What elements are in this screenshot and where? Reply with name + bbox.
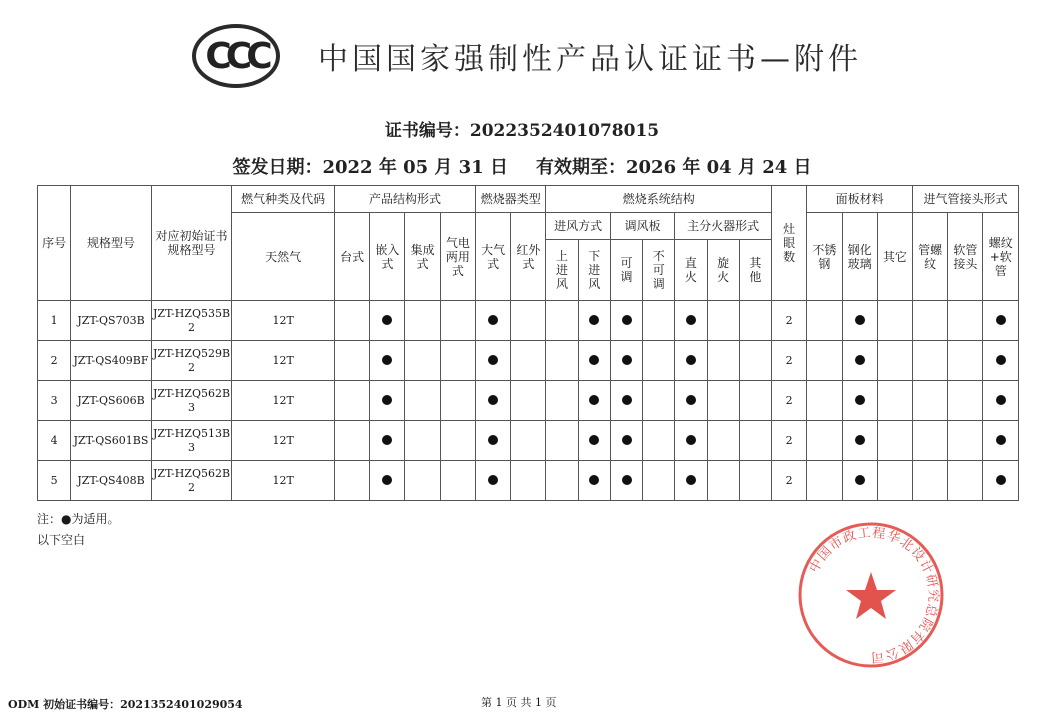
- applicable-dot: [488, 315, 498, 325]
- empty-cell: [643, 381, 675, 421]
- page-title: 中国国家强制性产品认证证书—附件: [318, 42, 862, 77]
- empty-cell: [739, 461, 771, 501]
- empty-cell: [335, 421, 370, 461]
- header-panel: 面板材料: [807, 186, 913, 213]
- empty-cell: [440, 301, 475, 341]
- applicable-dot: [382, 315, 392, 325]
- applicable-dot: [589, 395, 599, 405]
- dot-cell: [983, 341, 1019, 381]
- dot-cell: [610, 381, 642, 421]
- applicable-dot: [589, 355, 599, 365]
- cell-burners: 2: [772, 341, 807, 381]
- note-applicable: 注：●为适用。: [37, 512, 120, 526]
- empty-cell: [546, 381, 578, 421]
- applicable-dot: [855, 475, 865, 485]
- dot-cell: [475, 341, 510, 381]
- empty-cell: [405, 301, 440, 341]
- header-orig-model: 对应初始证书规格型号: [151, 186, 232, 301]
- empty-cell: [807, 381, 842, 421]
- cell-orig-model: JZT-HZQ535B2: [151, 301, 232, 341]
- header-hose: 软管接头: [948, 213, 983, 301]
- dot-cell: [675, 421, 707, 461]
- empty-cell: [707, 301, 739, 341]
- header-damper: 调风板: [610, 213, 674, 240]
- empty-cell: [807, 341, 842, 381]
- issue-date: 签发日期：2022 年 05 月 31 日: [232, 157, 508, 178]
- note-blank-below: 以下空白: [37, 533, 86, 547]
- header-adjustable: 可调: [610, 240, 642, 301]
- empty-cell: [948, 341, 983, 381]
- header-air-top: 上进风: [546, 240, 578, 301]
- empty-cell: [335, 461, 370, 501]
- applicable-dot: [488, 435, 498, 445]
- cell-seq: 2: [38, 341, 71, 381]
- applicable-dot: [855, 315, 865, 325]
- cell-model: JZT-QS601BS: [71, 421, 152, 461]
- header-seq: 序号: [38, 186, 71, 301]
- date-line: [0, 153, 1044, 179]
- certificate-table: [37, 185, 1019, 501]
- cell-model: JZT-QS408B: [71, 461, 152, 501]
- applicable-dot: [996, 395, 1006, 405]
- dot-cell: [370, 421, 405, 461]
- applicable-dot: [488, 395, 498, 405]
- applicable-dot: [589, 435, 599, 445]
- empty-cell: [335, 381, 370, 421]
- empty-cell: [948, 381, 983, 421]
- header-embedded: 嵌入式: [370, 213, 405, 301]
- dot-cell: [475, 421, 510, 461]
- table-row: [38, 341, 1019, 381]
- dot-cell: [675, 381, 707, 421]
- applicable-dot: [622, 355, 632, 365]
- empty-cell: [707, 381, 739, 421]
- applicable-dot: [622, 435, 632, 445]
- empty-cell: [707, 421, 739, 461]
- dot-cell: [578, 301, 610, 341]
- dot-cell: [842, 421, 877, 461]
- empty-cell: [546, 341, 578, 381]
- applicable-dot: [589, 475, 599, 485]
- dot-cell: [842, 381, 877, 421]
- empty-cell: [511, 301, 546, 341]
- header-glass: 钢化玻璃: [842, 213, 877, 301]
- cell-model: JZT-QS606B: [71, 381, 152, 421]
- header-model: 规格型号: [71, 186, 152, 301]
- dot-cell: [475, 381, 510, 421]
- empty-cell: [335, 341, 370, 381]
- header-thread-hose: 螺纹+软管: [983, 213, 1019, 301]
- empty-cell: [948, 301, 983, 341]
- dot-cell: [983, 461, 1019, 501]
- empty-cell: [739, 421, 771, 461]
- header-desktop: 台式: [335, 213, 370, 301]
- header-inlet: 进气管接头形式: [913, 186, 1019, 213]
- applicable-dot: [686, 315, 696, 325]
- dot-cell: [675, 341, 707, 381]
- empty-cell: [643, 461, 675, 501]
- svg-text:中国市政工程华北设计研究总院有限公司: 中国市政工程华北设计研究总院有限公司: [807, 525, 941, 665]
- dot-cell: [842, 461, 877, 501]
- empty-cell: [643, 341, 675, 381]
- applicable-dot: [622, 395, 632, 405]
- empty-cell: [913, 461, 948, 501]
- dot-cell: [578, 381, 610, 421]
- applicable-dot: [686, 395, 696, 405]
- empty-cell: [440, 381, 475, 421]
- dot-cell: [675, 461, 707, 501]
- dot-cell: [610, 421, 642, 461]
- empty-cell: [807, 301, 842, 341]
- header-stainless: 不锈钢: [807, 213, 842, 301]
- cell-gas: 12T: [232, 341, 335, 381]
- header-combustion: 燃烧系统结构: [546, 186, 772, 213]
- header-dual: 气电两用式: [440, 213, 475, 301]
- empty-cell: [807, 421, 842, 461]
- cell-gas: 12T: [232, 301, 335, 341]
- applicable-dot: [686, 435, 696, 445]
- empty-cell: [511, 381, 546, 421]
- applicable-dot: [622, 315, 632, 325]
- table-row: [38, 381, 1019, 421]
- cell-orig-model: JZT-HZQ562B3: [151, 381, 232, 421]
- empty-cell: [948, 421, 983, 461]
- cell-seq: 1: [38, 301, 71, 341]
- header-gas-type: 燃气种类及代码: [232, 186, 335, 213]
- cell-burners: 2: [772, 381, 807, 421]
- page-number: 第 1 页 共 1 页: [481, 696, 557, 709]
- empty-cell: [739, 341, 771, 381]
- dot-cell: [370, 461, 405, 501]
- empty-cell: [948, 461, 983, 501]
- dot-cell: [475, 461, 510, 501]
- empty-cell: [913, 421, 948, 461]
- applicable-dot: [488, 355, 498, 365]
- empty-cell: [511, 341, 546, 381]
- dot-cell: [475, 301, 510, 341]
- applicable-dot: [382, 475, 392, 485]
- applicable-dot: [382, 435, 392, 445]
- cell-orig-model: JZT-HZQ513B3: [151, 421, 232, 461]
- header-swirl: 旋火: [707, 240, 739, 301]
- dot-cell: [842, 341, 877, 381]
- empty-cell: [707, 461, 739, 501]
- empty-cell: [739, 301, 771, 341]
- dot-cell: [610, 341, 642, 381]
- header-structure: 产品结构形式: [335, 186, 476, 213]
- applicable-dot: [855, 435, 865, 445]
- applicable-dot: [996, 315, 1006, 325]
- applicable-dot: [855, 395, 865, 405]
- dot-cell: [610, 461, 642, 501]
- cell-burners: 2: [772, 301, 807, 341]
- empty-cell: [643, 421, 675, 461]
- header-splitter: 主分火器形式: [675, 213, 772, 240]
- applicable-dot: [855, 355, 865, 365]
- cell-burners: 2: [772, 421, 807, 461]
- cell-burners: 2: [772, 461, 807, 501]
- cell-orig-model: JZT-HZQ562B2: [151, 461, 232, 501]
- dot-cell: [983, 301, 1019, 341]
- empty-cell: [913, 341, 948, 381]
- header-infrared: 红外式: [511, 213, 546, 301]
- header-atmospheric: 大气式: [475, 213, 510, 301]
- valid-until: 有效期至：2026 年 04 月 24 日: [536, 157, 812, 178]
- empty-cell: [877, 301, 912, 341]
- empty-cell: [405, 461, 440, 501]
- empty-cell: [546, 461, 578, 501]
- empty-cell: [707, 341, 739, 381]
- applicable-dot: [382, 355, 392, 365]
- odm-cert-number: ODM 初始证书编号：2021352401029054: [8, 698, 243, 711]
- cell-seq: 4: [38, 421, 71, 461]
- applicable-dot: [589, 315, 599, 325]
- empty-cell: [913, 301, 948, 341]
- empty-cell: [405, 421, 440, 461]
- empty-cell: [405, 341, 440, 381]
- official-seal: [796, 520, 946, 670]
- table-row: [38, 421, 1019, 461]
- empty-cell: [511, 461, 546, 501]
- empty-cell: [405, 381, 440, 421]
- empty-cell: [440, 421, 475, 461]
- header-thread: 管螺纹: [913, 213, 948, 301]
- header-direct: 直火: [675, 240, 707, 301]
- certificate-number: 证书编号：2022352401078015: [384, 121, 660, 141]
- applicable-dot: [996, 435, 1006, 445]
- cell-gas: 12T: [232, 381, 335, 421]
- applicable-dot: [996, 475, 1006, 485]
- empty-cell: [546, 421, 578, 461]
- table-row: [38, 301, 1019, 341]
- header-integrated: 集成式: [405, 213, 440, 301]
- dot-cell: [983, 381, 1019, 421]
- empty-cell: [511, 421, 546, 461]
- header-other: 其他: [739, 240, 771, 301]
- empty-cell: [440, 461, 475, 501]
- applicable-dot: [686, 475, 696, 485]
- ccc-logo: CCC: [192, 24, 280, 88]
- dot-cell: [578, 461, 610, 501]
- cell-model: JZT-QS703B: [71, 301, 152, 341]
- applicable-dot: [488, 475, 498, 485]
- cell-model: JZT-QS409BF: [71, 341, 152, 381]
- dot-cell: [370, 381, 405, 421]
- dot-cell: [578, 341, 610, 381]
- cell-seq: 3: [38, 381, 71, 421]
- empty-cell: [440, 341, 475, 381]
- empty-cell: [877, 461, 912, 501]
- cell-gas: 12T: [232, 421, 335, 461]
- header-burner-type: 燃烧器类型: [475, 186, 545, 213]
- header-air-intake: 进风方式: [546, 213, 610, 240]
- header-air-bottom: 下进风: [578, 240, 610, 301]
- applicable-dot: [686, 355, 696, 365]
- applicable-dot: [996, 355, 1006, 365]
- header-burners: 灶眼数: [772, 186, 807, 301]
- empty-cell: [643, 301, 675, 341]
- empty-cell: [913, 381, 948, 421]
- empty-cell: [739, 381, 771, 421]
- cell-gas: 12T: [232, 461, 335, 501]
- dot-cell: [578, 421, 610, 461]
- table-row: [38, 461, 1019, 501]
- dot-cell: [370, 341, 405, 381]
- empty-cell: [546, 301, 578, 341]
- empty-cell: [807, 461, 842, 501]
- empty-cell: [335, 301, 370, 341]
- cell-seq: 5: [38, 461, 71, 501]
- empty-cell: [877, 381, 912, 421]
- header-panel-other: 其它: [877, 213, 912, 301]
- dot-cell: [675, 301, 707, 341]
- dot-cell: [370, 301, 405, 341]
- empty-cell: [877, 421, 912, 461]
- dot-cell: [610, 301, 642, 341]
- header-not-adjustable: 不可调: [643, 240, 675, 301]
- dot-cell: [842, 301, 877, 341]
- applicable-dot: [382, 395, 392, 405]
- applicable-dot: [622, 475, 632, 485]
- dot-cell: [983, 421, 1019, 461]
- empty-cell: [877, 341, 912, 381]
- header-gas-natural: 天然气: [232, 213, 335, 301]
- cell-orig-model: JZT-HZQ529B2: [151, 341, 232, 381]
